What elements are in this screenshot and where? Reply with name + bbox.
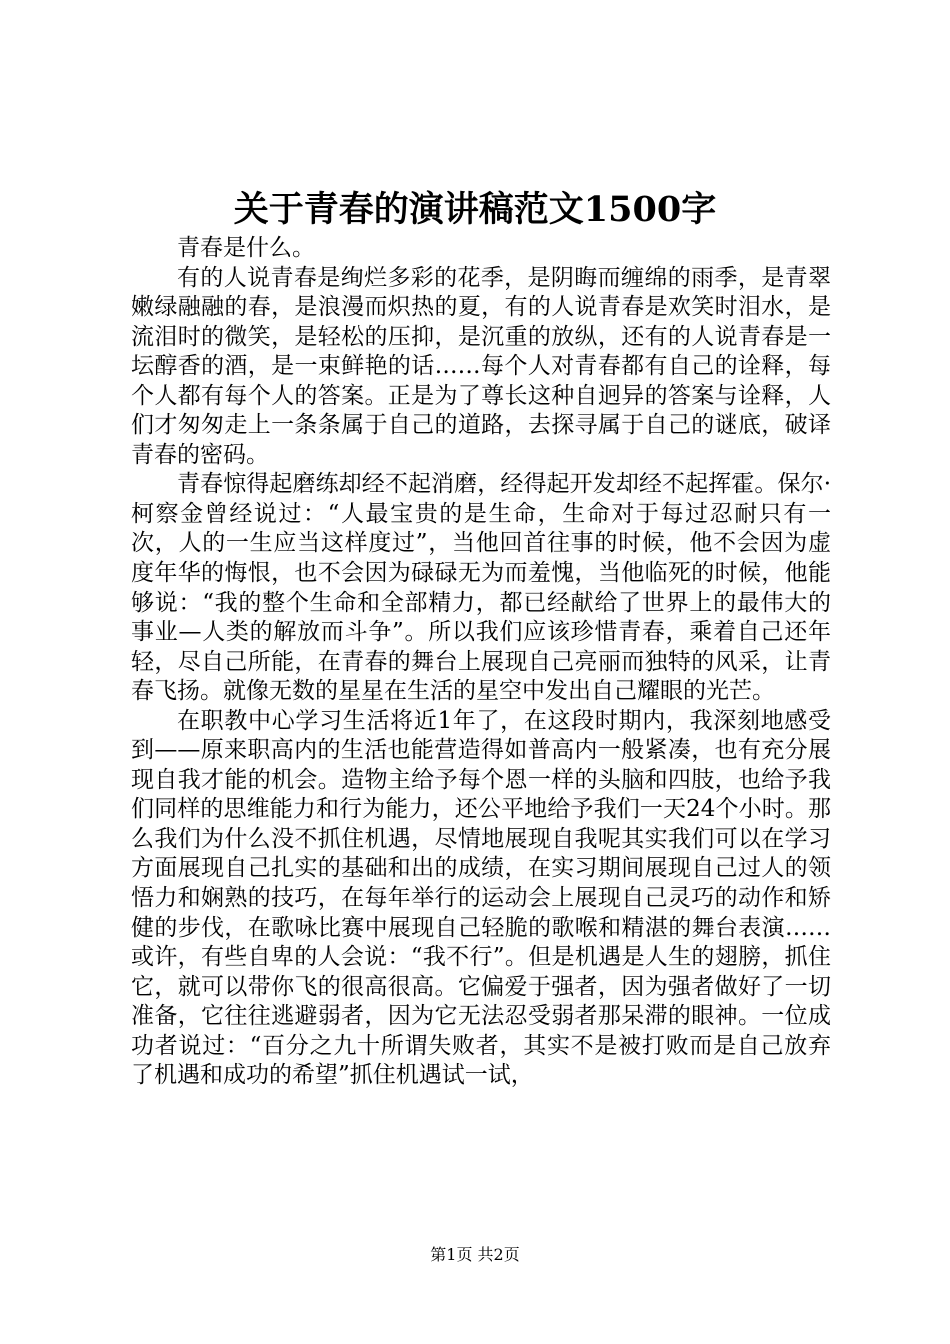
page-number-footer: 第1页 共2页 — [430, 1245, 520, 1264]
paragraph: 在职教中心学习生活将近1年了，在这段时期内，我深刻地感受到——原来职高内的生活也能营造得如普高内一般紧凑，也有充分展现自我才能的机会。造物主给予每个恩一样的头脑和四肢，也给予我们同样的思维能力和行为能力，还公平地给予我们一天24个小时。那么我们为什么没不抓住机遇，尽情地展现自我呢其实我们可以在学习方面展现自己扎实的基础和出的成绩，在实习期间展现自己过人的领悟力和娴熟的技巧，在每年举行的运动会上展现自己灵巧的动作和矫健的步伐，在歌咏比赛中展现自己轻脆的歌喉和精湛的舞台表演……或许，有些自卑的人会说：“我不行”。但是机遇是人生的翅膀，抓住它，就可以带你飞的很高很高。它偏爱于强者，因为强者做好了一切准备，它往往逃避弱者，因为它无法忍受弱者那呆滞的眼神。一位成功者说过：“百分之九十所谓失败者，其实不是被打败而是自己放弃了机遇和成功的希望”抓住机遇试一试， — [131, 707, 831, 1089]
paragraph: 有的人说青春是绚烂多彩的花季，是阴晦而缠绵的雨季，是青翠嫩绿融融的春，是浪漫而炽热的夏，有的人说青春是欢笑时泪水，是流泪时的微笑，是轻松的压抑，是沉重的放纵，还有的人说青春是一坛醇香的酒，是一束鲜艳的话……每个人对青春都有自己的诠释，每个人都有每个人的答案。正是为了尊长这种自迥异的答案与诠释，人们才匆匆走上一条条属于自己的道路，去探寻属于自己的谜底，破译青春的密码。 — [131, 264, 831, 468]
paragraph: 青春是什么。 — [177, 235, 315, 261]
document-body — [131, 234, 831, 1091]
paragraph: 青春惊得起磨练却经不起消磨，经得起开发却经不起挥霍。保尔·柯察金曾经说过：“人最宝贵的是生命，生命对于每过忍耐只有一次，人的一生应当这样度过”，当他回首往事的时候，他不会因为虚度年华的悔恨，也不会因为碌碌无为而羞愧，当他临死的时候，他能够说：“我的整个生命和全部精力，都已经献给了世界上的最伟大的事业—人类的解放而斗争”。所以我们应该珍惜青春，乘着自己还年轻，尽自己所能，在青春的舞台上展现自己亮丽而独特的风采，让青春飞扬。就像无数的星星在生活的星空中发出自己耀眼的光芒。 — [131, 471, 831, 705]
document-title: 关于青春的演讲稿范文1500字 — [233, 189, 717, 230]
